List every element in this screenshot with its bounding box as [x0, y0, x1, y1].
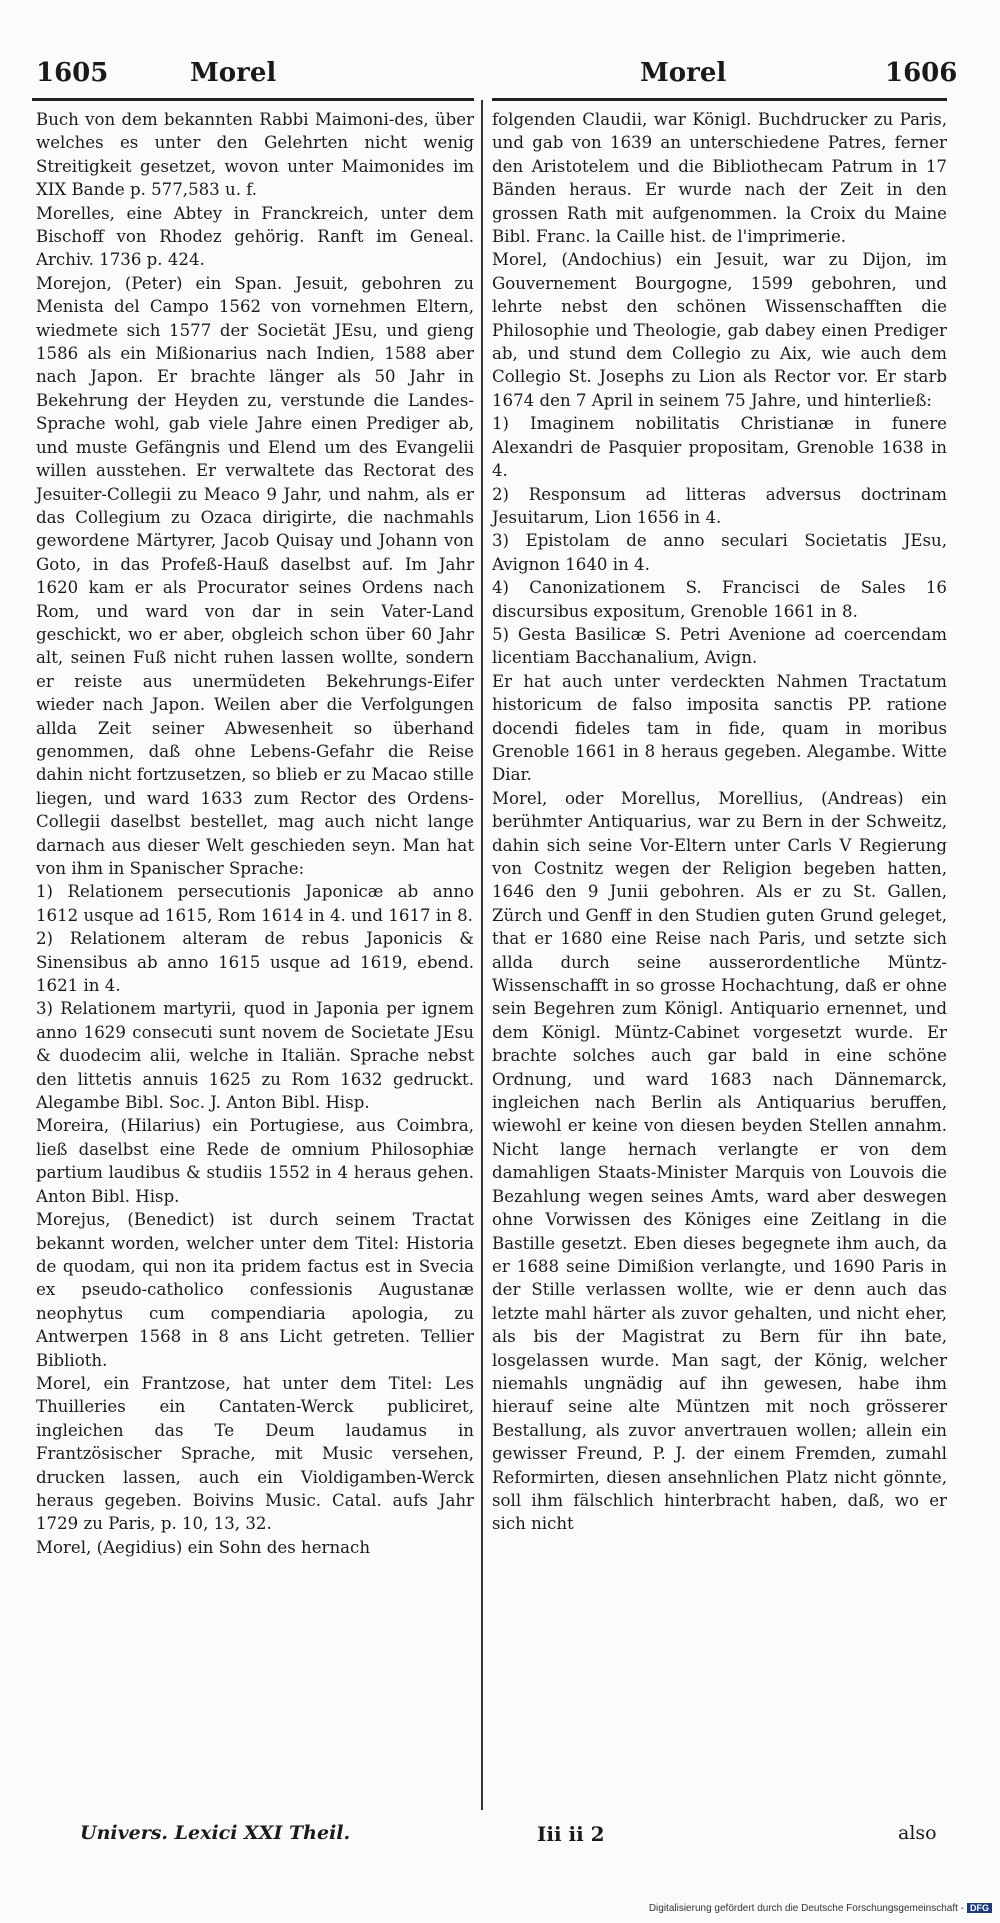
entry-paragraph: 2) Responsum ad litteras adversus doctrinam Jesuitarum, Lion 1656 in 4. [492, 484, 947, 527]
header-rule-left [32, 98, 474, 101]
page-number-left: 1605 [36, 58, 109, 88]
right-column [492, 108, 947, 1536]
entry-paragraph: Morejon, (Peter) ein Span. Jesuit, gebohren zu Menista del Campo 1562 von vornehmen Eltern, wiedmete sich 1577 der Societät JEsu, und gieng 1586 als ein Mißionarius nach Indien, 1588 aber nach Japon. Er brachte länger als 50 Jahr in Bekehrung der Heyden zu, verstunde die Landes-Sprache wohl, gab viele Jahre einen Prediger ab, und muste Gefängnis und Elend um des Evangelii willen ausstehen. Er verwaltete das Rectorat des Jesuiter-Collegii zu Meaco 9 Jahr, und nahm, als er das Collegium zu Ozaca dirigirte, die nachmahls gewordene Märtyrer, Jacob Quisay und Johann von Goto, in das Profeß-Hauß daselbst auf. Im Jahr 1620 kam er als Procurator seines Ordens nach Rom, und ward von dar in sein Vater-Land geschickt, wo er aber, obgleich schon über 60 Jahr alt, seinen Fuß nicht ruhen lassen wollte, sondern er reiste aus unermüdeten Bekehrungs-Eifer wieder nach Japon. Weilen aber die Verfolgungen allda Zeit seiner Abwesenheit so überhand genommen, daß ohne Lebens-Gefahr die Reise dahin nicht fortzusetzen, so blieb er zu Macao stille liegen, und ward 1633 zum Rector des Ordens-Collegii daselbst bestellet, mag auch nicht lange darnach aus dieser Welt geschieden seyn. Man hat von ihm in Spanischer Sprache: [36, 273, 474, 878]
header-rule-right [492, 98, 947, 101]
left-column [36, 108, 474, 1559]
catchword: also [898, 1822, 937, 1844]
entry-paragraph: 1) Relationem persecutionis Japonicæ ab anno 1612 usque ad 1615, Rom 1614 in 4. und 1617 in 8. [36, 882, 474, 925]
digitization-credit [649, 1903, 992, 1914]
dfg-logo: DFG [967, 1903, 992, 1913]
entry-paragraph: folgenden Claudii, war Königl. Buchdrucker zu Paris, und gab von 1639 an unterschiedene Patres, ferner den Aristotelem und die Bibliothecam Patrum in 17 Bänden heraus. Er wurde nach der Zeit in den grossen Rath mit aufgenommen. la Croix du Maine Bibl. Franc. la Caille hist. de l'imprimerie. [492, 110, 947, 247]
entry-paragraph: Morejus, (Benedict) ist durch seinem Tractat bekannt worden, welcher unter dem Titel: Historia de quodam, qui non ita pridem factus est in Svecia ex pseudo-catholico confessionis Augustanæ neophytus cum compendiaria apologia, zu Antwerpen 1568 in 8 ans Licht getreten. Tellier Biblioth. [36, 1210, 474, 1370]
entry-paragraph: 3) Epistolam de anno seculari Societatis JEsu, Avignon 1640 in 4. [492, 531, 947, 574]
credit-text: Digitalisierung gefördert durch die Deutsche Forschungsgemeinschaft - [648, 1903, 964, 1914]
entry-paragraph: 1) Imaginem nobilitatis Christianæ in funere Alexandri de Pasquier propositam, Grenoble 1638 in 4. [492, 414, 947, 481]
entry-paragraph: 4) Canonizationem S. Francisci de Sales 16 discursibus expositum, Grenoble 1661 in 8. [492, 578, 947, 621]
entry-paragraph: 3) Relationem martyrii, quod in Japonia per ignem anno 1629 consecuti sunt novem de Societate JEsu & duodecim alii, welche in Italiän. Sprache nebst den littetis annuis 1625 zu Rom 1632 gedruckt. Alegambe Bibl. Soc. J. Anton Bibl. Hisp. [36, 999, 474, 1113]
entry-paragraph: Buch von dem bekannten Rabbi Maimoni-des, über welches es unter den Gelehrten nicht wenig Streitigkeit gesetzet, wovon unter Maimonides im XIX Bande p. 577,583 u. f. [36, 110, 474, 200]
column-divider [481, 100, 483, 1810]
signature-mark: Iii ii 2 [537, 1822, 605, 1846]
entry-paragraph: Morel, oder Morellus, Morellius, (Andreas) ein berühmter Antiquarius, war zu Bern in der Schweitz, dahin sich seine Vor-Eltern unter Carls V Regierung von Costnitz wegen der Religion begeben hatten, 1646 den 9 Junii gebohren. Als er zu St. Gallen, Zürch und Genff in den Studien guten Grund geleget, that er 1680 eine Reise nach Paris, und setzte sich allda durch seine ausserordentliche Müntz-Wissenschafft in so grosse Hochachtung, daß er ohne sein Begehren zum Königl. Antiquario ernennet, und dem Königl. Müntz-Cabinet vorgesetzt wurde. Er brachte solches auch gar bald in eine schöne Ordnung, und ward 1683 nach Dännemarck, ingleichen nach Berlin als Antiquarius beruffen, wiewohl er keine von diesen beyden Stellen annahm. Nicht lange hernach verlangte er von dem damahligen Staats-Minister Marquis von Louvois die Bezahlung wegen seines Amts, ward aber deswegen ohne Vorwissen des Königes eine Zeitlang in die Bastille gesetzt. Eben dieses begegnete ihm auch, da er 1688 seine Dimißion verlangte, und 1690 Paris in der Stille verlassen wollte, wie er denn auch das letzte mahl härter als zuvor gehalten, und nicht eher, als bis der Magistrat zu Bern für ihn bate, losgelassen wurde. Man sagt, der König, welcher niemahls ungnädig auf ihn gewesen, habe ihm hierauf seine alte Müntzen mit noch grösserer Bestallung, als zuvor anvertrauen wollen; allein ein gewisser Freund, P. J. der einem Fremden, zumahl Reformirten, diesen ansehnlichen Platz nicht gönnte, soll ihm fälschlich hinterbracht haben, daß, wo er sich nicht [492, 788, 947, 1534]
entry-paragraph: 5) Gesta Basilicæ S. Petri Avenione ad coercendam licentiam Bacchanalium, Avign. [492, 624, 947, 668]
entry-paragraph: Moreira, (Hilarius) ein Portugiese, aus Coimbra, ließ daselbst eine Rede de omnium Philosophiæ partium laudibus & studiis 1552 in 4 heraus gehen. Anton Bibl. Hisp. [36, 1116, 474, 1206]
running-head-left: Morel [190, 58, 277, 88]
entry-paragraph: 2) Relationem alteram de rebus Japonicis & Sinensibus ab anno 1615 usque ad 1619, ebend. 1621 in 4. [36, 929, 474, 996]
entry-paragraph: Morelles, eine Abtey in Franckreich, unter dem Bischoff von Rhodez gehörig. Ranft im Geneal. Archiv. 1736 p. 424. [36, 203, 474, 270]
running-head-right: Morel [640, 58, 727, 88]
volume-footer: Univers. Lexici XXI Theil. [80, 1822, 351, 1844]
entry-paragraph: Morel, ein Frantzose, hat unter dem Titel: Les Thuilleries ein Cantaten-Werck publiciret, ingleichen das Te Deum laudamus in Frantzösischer Sprache, mit Music versehen, drucken lassen, auch ein Violdigamben-Werck heraus gegeben. Boivins Music. Catal. aufs Jahr 1729 zu Paris, p. 10, 13, 32. [36, 1373, 474, 1534]
entry-paragraph: Morel, (Aegidius) ein Sohn des hernach [36, 1537, 371, 1557]
entry-paragraph: Morel, (Andochius) ein Jesuit, war zu Dijon, im Gouvernement Bourgogne, 1599 gebohren, und lehrte nebst den schönen Wissenschafften die Philosophie und Theologie, gab dabey einen Prediger ab, und stund dem Collegio zu Aix, wie auch dem Collegio St. Josephs zu Lion als Rector vor. Er starb 1674 den 7 April in seinem 75 Jahre, und hinterließ: [492, 250, 947, 410]
page-number-right: 1606 [885, 58, 958, 88]
entry-paragraph: Er hat auch unter verdeckten Nahmen Tractatum historicum de falso imposita sanctis PP. ratione docendi fideles tam in fide, quam in moribus Grenoble 1661 in 8 heraus gegeben. Alegambe. Witte Diar. [492, 671, 947, 785]
